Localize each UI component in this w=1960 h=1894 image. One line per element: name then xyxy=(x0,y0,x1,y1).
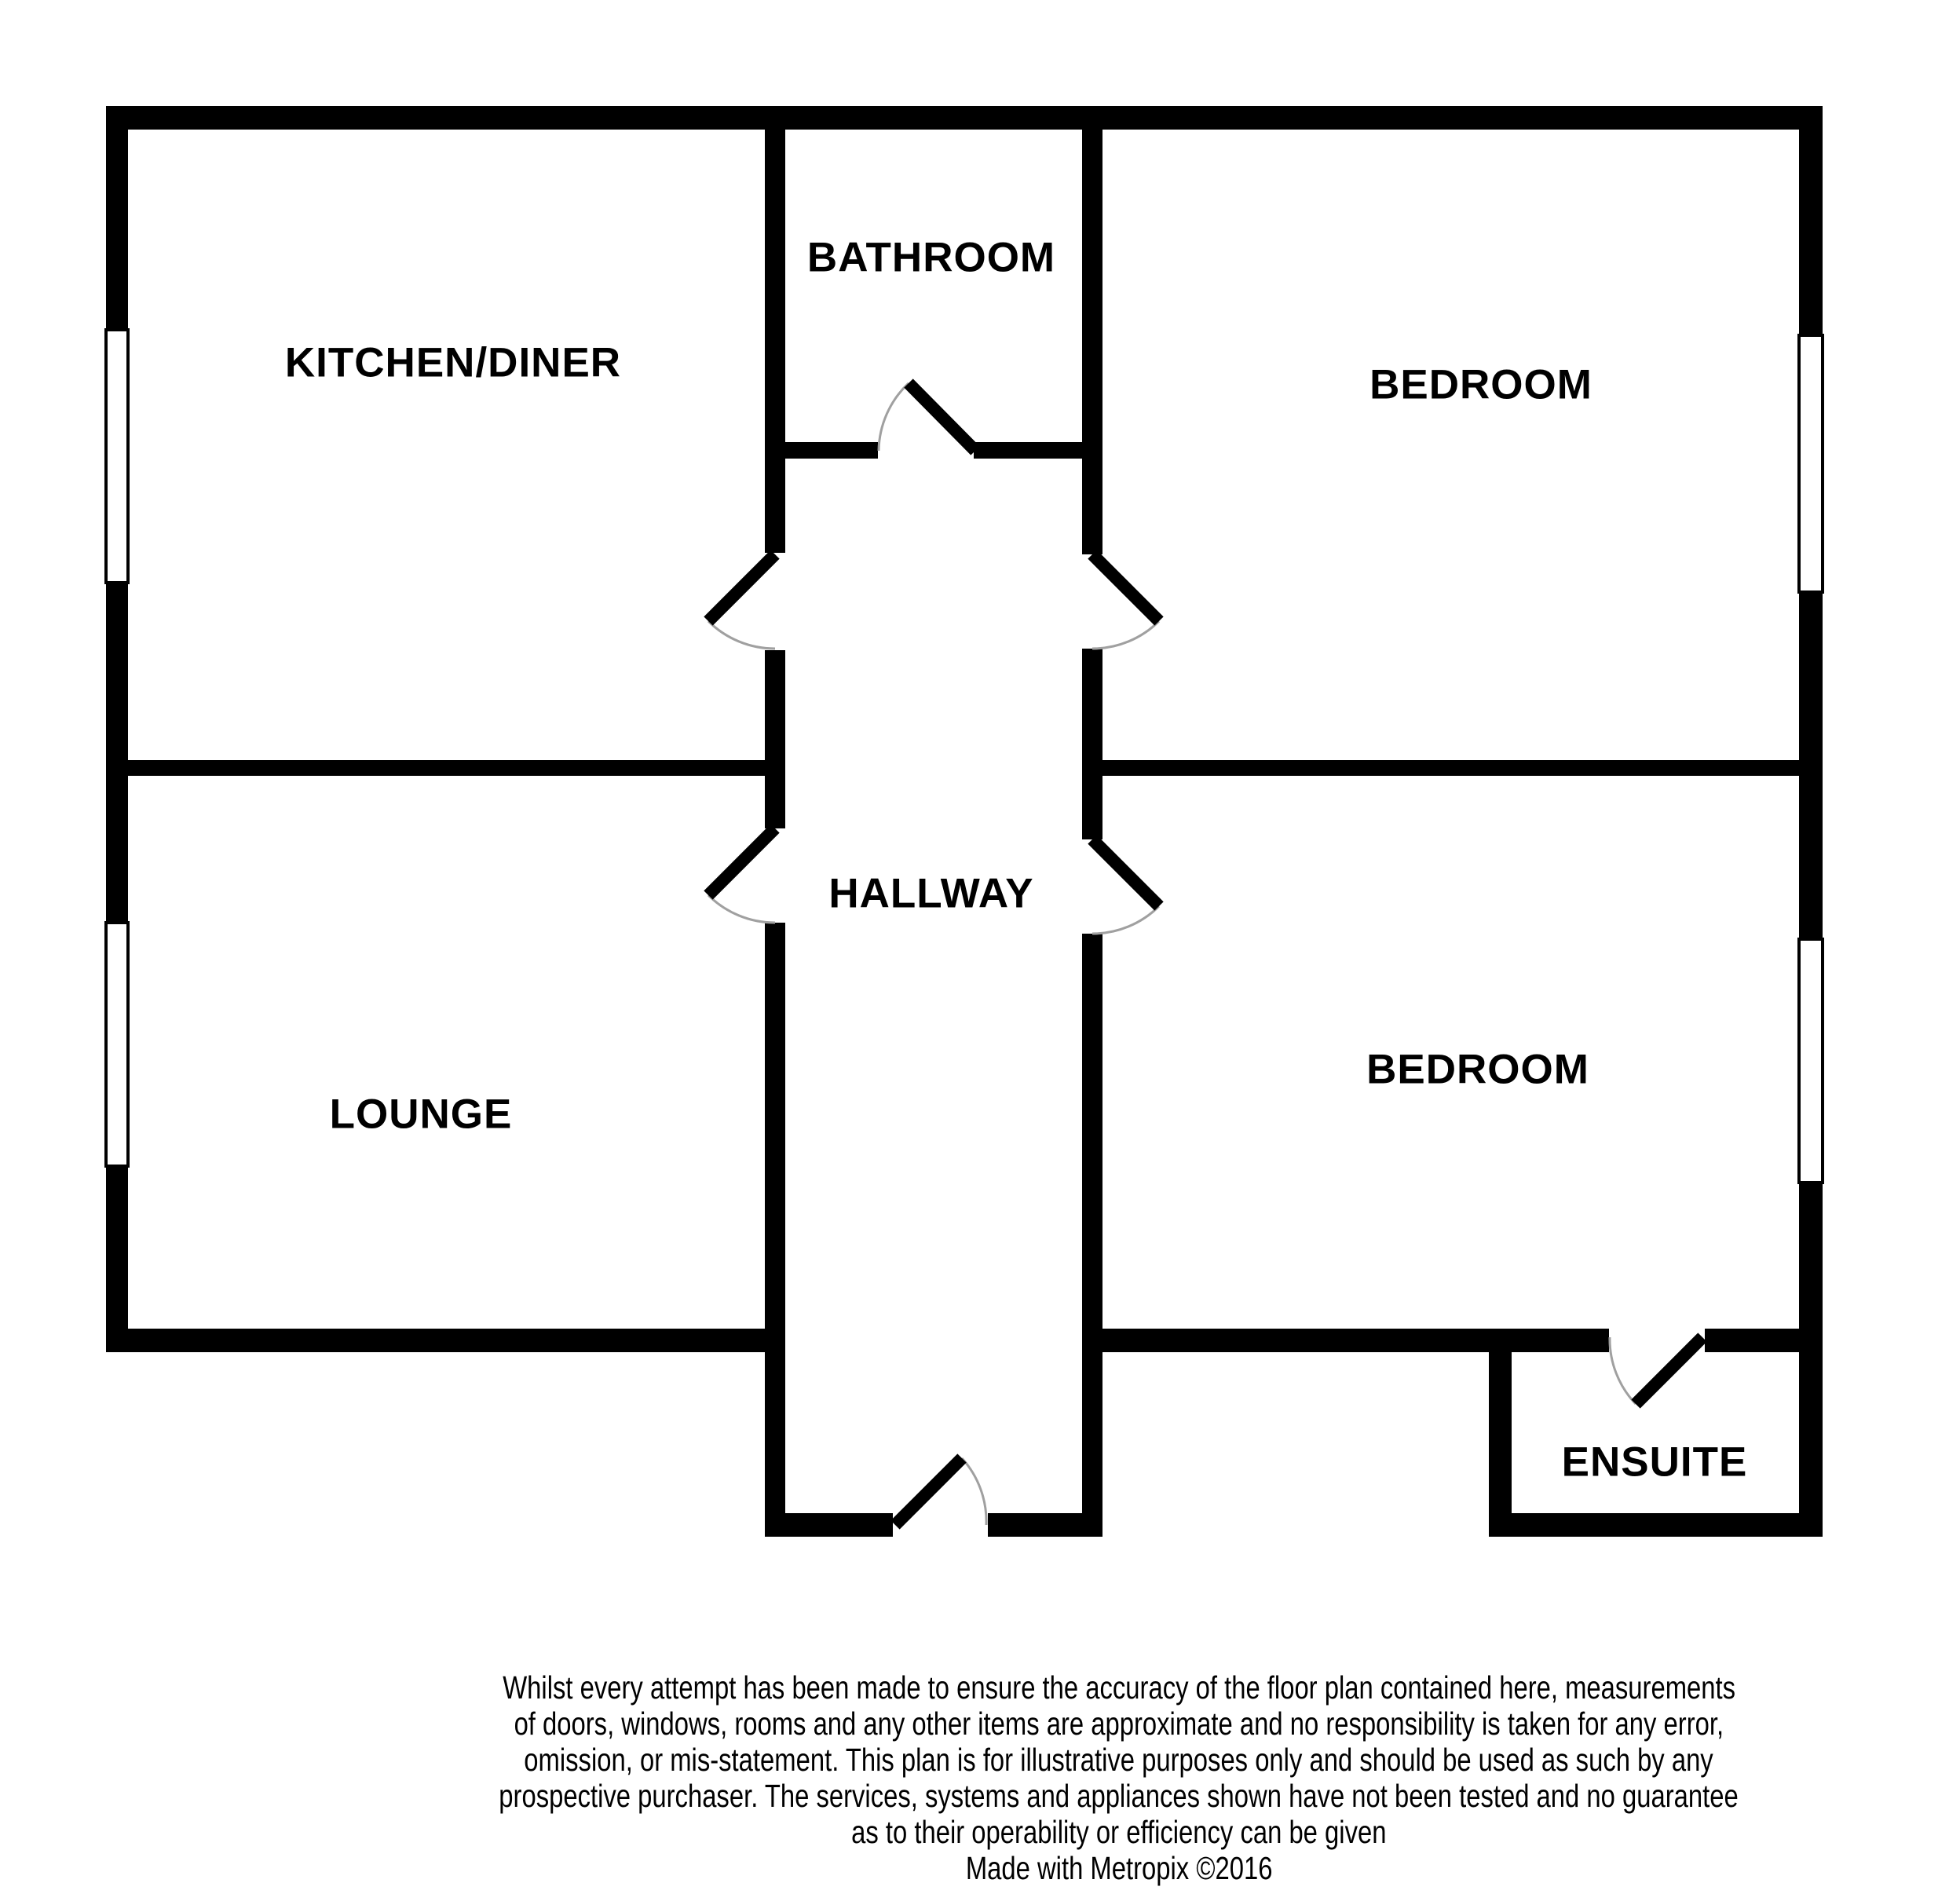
bathroom-door-leaf xyxy=(909,383,975,451)
bedroom-bottom-door-swing-arc xyxy=(1092,906,1159,934)
disclaimer-line-3: omission, or mis-statement. This plan is for illustrative purposes only and should be used as such by any xyxy=(524,1742,1714,1778)
wall-bedroom2-bottom-right xyxy=(1705,1329,1799,1352)
wall-hall-left-upper xyxy=(765,130,785,553)
wall-ensuite-bottom xyxy=(1489,1513,1823,1537)
wall-bathroom-bottom-left xyxy=(765,442,878,459)
wall-lounge-bottom xyxy=(106,1329,785,1352)
disclaimer-text xyxy=(267,1669,1960,1886)
wall-bathroom-bottom-right xyxy=(974,442,1102,459)
bedroom-top-window xyxy=(1799,335,1823,592)
wall-hall-right-middle xyxy=(1082,649,1102,839)
wall-hall-left-middle xyxy=(765,650,785,828)
wall-outer-left-middle xyxy=(106,583,128,923)
wall-hall-left-lower xyxy=(765,923,785,1537)
kitchen-door-leaf xyxy=(708,554,775,621)
wall-bedroom-divider xyxy=(1102,760,1799,776)
room-label-lounge: LOUNGE xyxy=(329,1091,513,1138)
disclaimer-line-2: of doors, windows, rooms and any other items are approximate and no responsibility is taken for any error, xyxy=(514,1706,1724,1742)
bathroom-door-swing-arc xyxy=(879,383,909,451)
wall-outer-right-middle xyxy=(1799,592,1823,939)
room-label-ensuite: ENSUITE xyxy=(1561,1439,1748,1486)
disclaimer-line-5: as to their operability or efficiency can be given xyxy=(851,1814,1387,1850)
disclaimer-credit: Made with Metropix ©2016 xyxy=(965,1850,1273,1886)
wall-hall-bottom-left xyxy=(765,1513,893,1537)
wall-hall-right-lower xyxy=(1082,934,1102,1537)
lounge-window xyxy=(106,923,128,1166)
entrance-door-leaf xyxy=(895,1458,962,1525)
wall-hall-right-upper xyxy=(1082,130,1102,554)
wall-outer-right-lower xyxy=(1799,1183,1823,1537)
kitchen-door-swing-arc xyxy=(708,621,775,649)
room-label-bathroom: BATHROOM xyxy=(806,234,1056,281)
bedroom-bottom-door-leaf xyxy=(1092,839,1159,906)
ensuite-door-leaf xyxy=(1636,1337,1702,1404)
wall-bedroom2-bottom-left xyxy=(1102,1329,1609,1352)
wall-outer-top xyxy=(106,106,1823,130)
lounge-door-leaf xyxy=(708,828,775,895)
kitchen-window xyxy=(106,330,128,583)
room-label-hallway: HALLWAY xyxy=(828,870,1034,917)
ensuite-door-swing-arc xyxy=(1610,1337,1636,1404)
bedroom-top-door-leaf xyxy=(1092,554,1159,621)
bedroom-top-door-swing-arc xyxy=(1092,621,1159,649)
wall-kitchen-lounge-divider xyxy=(128,760,765,776)
room-label-kitchen-diner: KITCHEN/DINER xyxy=(284,339,622,386)
room-label-bedroom-bottom: BEDROOM xyxy=(1366,1046,1589,1093)
room-label-bedroom-top: BEDROOM xyxy=(1369,361,1592,408)
bedroom-bottom-window xyxy=(1799,939,1823,1183)
wall-outer-right-upper xyxy=(1799,130,1823,335)
entrance-door-swing-arc xyxy=(962,1458,986,1525)
disclaimer-line-1: Whilst every attempt has been made to ensure the accuracy of the floor plan contained here, measurements xyxy=(503,1669,1735,1706)
lounge-door-swing-arc xyxy=(708,895,775,923)
wall-hall-bottom-right xyxy=(988,1513,1102,1537)
wall-outer-left-lower xyxy=(106,1166,128,1352)
wall-outer-left-upper xyxy=(106,130,128,330)
wall-ensuite-left xyxy=(1489,1352,1512,1513)
disclaimer-line-4: prospective purchaser. The services, systems and appliances shown have not been tested and no guarantee xyxy=(499,1778,1739,1814)
